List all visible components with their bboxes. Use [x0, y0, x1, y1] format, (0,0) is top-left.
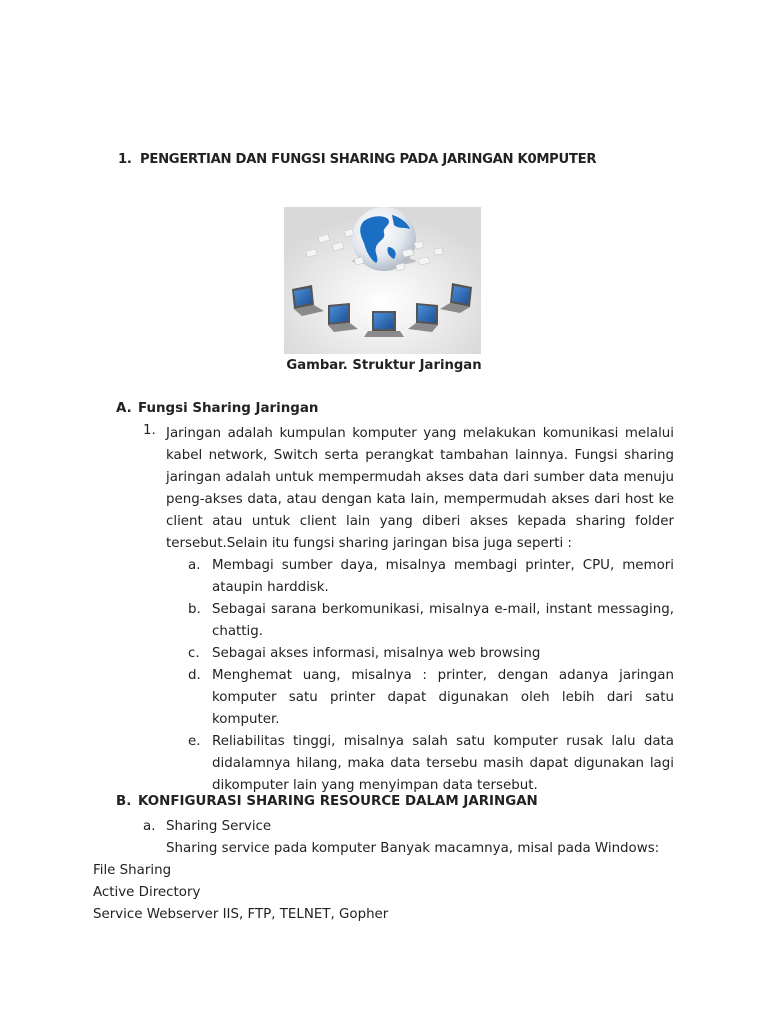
list-item-text: Menghemat uang, misalnya : printer, dengan adanya jaringan komputer satu printer dapat digunakan oleh lebih dari satu komputer. — [212, 668, 674, 727]
figure-caption: Gambar. Struktur Jaringan — [286, 358, 482, 373]
section-a-label: A. — [116, 401, 132, 416]
list-item-label: b. — [188, 602, 201, 617]
list-item-label: a. — [188, 558, 201, 573]
sub-a-heading — [143, 816, 271, 838]
list-item — [188, 599, 674, 643]
network-illustration — [284, 207, 481, 354]
list-item — [188, 643, 674, 665]
item1-number: 1. — [143, 423, 156, 438]
service-item: Service Webserver IIS, FTP, TELNET, Gopher — [93, 907, 389, 922]
section-a-title: Fungsi Sharing Jaringan — [138, 401, 319, 416]
list-item — [188, 665, 674, 731]
list-item — [188, 555, 674, 599]
list-item-label: c. — [188, 646, 200, 661]
list-item — [188, 731, 674, 797]
list-item-text: Sebagai akses informasi, misalnya web browsing — [212, 646, 541, 661]
heading-text: PENGERTIAN DAN FUNGSI SHARING PADA JARINGAN K0MPUTER — [140, 152, 597, 167]
heading-number: 1. — [118, 152, 132, 167]
main-heading — [118, 152, 596, 167]
service-item: File Sharing — [93, 863, 172, 878]
section-b-title: KONFIGURASI SHARING RESOURCE DALAM JARINGAN — [138, 794, 538, 809]
sub-a-title: Sharing Service — [166, 819, 272, 834]
sub-a-label: a. — [143, 819, 156, 834]
list-item-text: Reliabilitas tinggi, misalnya salah satu komputer rusak lalu data didalamnya hilang, maka data tersebu masih dapat digunakan lagi dikomputer lain yang menyimpan data tersebut. — [212, 734, 674, 793]
network-structure-figure — [284, 207, 481, 354]
list-item-text: Membagi sumber daya, misalnya membagi printer, CPU, memori ataupin harddisk. — [212, 558, 674, 595]
sub-a-description: Sharing service pada komputer Banyak macamnya, misal pada Windows: — [166, 841, 660, 856]
section-b-label: B. — [116, 794, 132, 809]
item1-paragraph: Jaringan adalah kumpulan komputer yang melakukan komunikasi melalui kabel network, Switch serta perangkat tambahan lainnya. Fungsi sharing jaringan adalah untuk mempermudah akses data dari sumber data menuju peng-akses data, atau dengan kata lain, mempermudah akses dari host ke client atau untuk client lain yang diberi akses kepada sharing folder tersebut.Selain itu fungsi sharing jaringan bisa juga seperti : — [166, 426, 674, 551]
list-item-label: d. — [188, 668, 201, 683]
list-item-text: Sebagai sarana berkomunikasi, misalnya e-mail, instant messaging, chattig. — [212, 602, 674, 639]
section-b-heading — [116, 794, 538, 809]
service-item: Active Directory — [93, 885, 201, 900]
section-a-heading — [116, 401, 318, 416]
list-item-label: e. — [188, 734, 201, 749]
